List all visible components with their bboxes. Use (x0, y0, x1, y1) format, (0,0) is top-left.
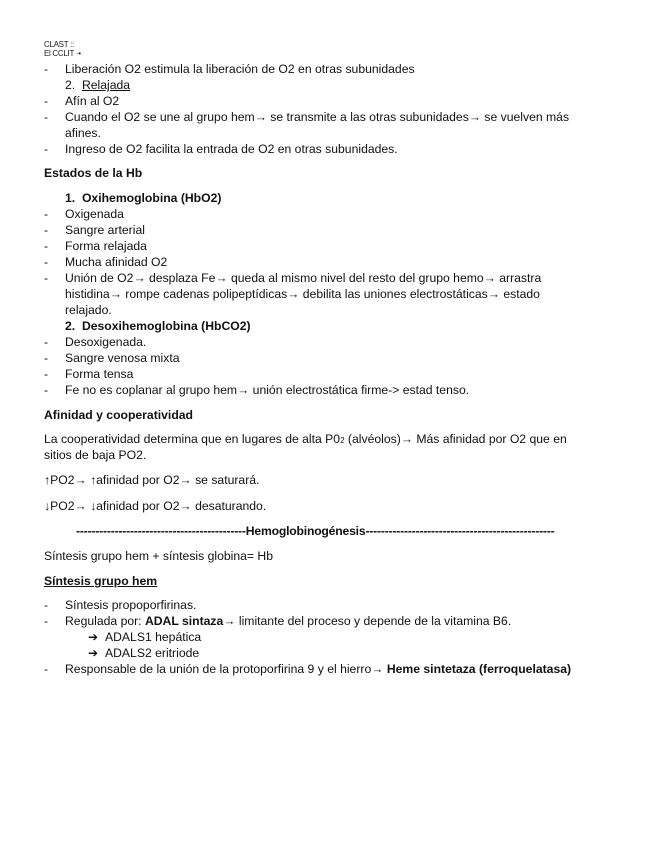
bullet-dash: - (44, 598, 49, 612)
text-span: La cooperatividad determina que en lugares de alta P0 (44, 432, 341, 446)
relajada-title: Relajada (81, 78, 131, 92)
bullet-dash: - (44, 207, 49, 221)
text-span: PO2 (50, 499, 75, 513)
text-span: ADALS1 hepática (105, 630, 202, 644)
text-span: queda al mismo nivel del resto del grupo hemo (227, 271, 484, 285)
list-item: Forma tensa (65, 367, 134, 381)
arrow-icon: → (483, 271, 496, 285)
header-line-1: CLAST :: (44, 40, 74, 49)
text-span: se saturará. (191, 473, 260, 487)
up-arrow-icon: ↑ (44, 473, 51, 487)
text-span: afinidad por O2 (96, 499, 180, 513)
bullet-dash: - (44, 110, 49, 124)
hemoglobinogenesis-title: Hemoglobinogénesis (245, 524, 366, 538)
page-header-stamp (44, 40, 81, 58)
union-line-3: relajado. (65, 303, 112, 317)
text-span: arrastra (495, 271, 542, 285)
bullet-dash: - (44, 271, 49, 285)
list-item: Síntesis propoporfirinas. (65, 598, 197, 612)
arrow-icon: → (468, 110, 481, 124)
bold-arrow-icon: ➔ (88, 630, 99, 644)
heading-number: 2. (65, 319, 76, 333)
divider-dashes: -------------------------------------------- (76, 524, 246, 538)
sub-list-item (88, 630, 201, 644)
heading-number: 1. (65, 191, 76, 205)
list-item: Oxigenada (65, 207, 124, 221)
heading-title: Desoxihemoglobina (HbCO2) (81, 319, 251, 333)
heading-title: Oxihemoglobina (HbO2) (81, 191, 222, 205)
bullet-dash: - (44, 383, 49, 397)
section-heading-estados: Estados de la Hb (44, 166, 143, 180)
text-span: estado (499, 287, 540, 301)
union-line-2 (65, 287, 540, 301)
text-span: Más afinidad por O2 que en (412, 432, 567, 446)
relajada-heading (65, 78, 130, 92)
arrow-icon: → (371, 662, 384, 676)
arrow-icon: → (109, 287, 122, 301)
text-span: Unión de O2 (65, 271, 134, 285)
subscript: 2 (340, 436, 345, 445)
intro-line-3 (65, 110, 569, 124)
arrow-icon: → (287, 287, 300, 301)
down-arrow-icon: ↓ (90, 499, 97, 513)
bullet-dash: - (44, 239, 49, 253)
bullet-dash: - (44, 223, 49, 237)
text-span: (alvéolos) (344, 432, 401, 446)
arrow-icon: → (254, 110, 267, 124)
text-span: se transmite a las otras subunidades (266, 110, 469, 124)
text-span: Cuando el O2 se une al grupo hem (65, 110, 255, 124)
text-span: histidina (65, 287, 110, 301)
desoxihemoglobina-heading (65, 319, 251, 333)
intro-line-1: Liberación O2 estimula la liberación de O2 en otras subunidades (65, 62, 415, 76)
divider-dashes: ------------------------------------------------- (365, 524, 555, 538)
bullet-dash: - (44, 367, 49, 381)
list-item: Desoxigenada. (65, 335, 147, 349)
arrow-icon: → (400, 432, 413, 446)
list-item: Forma relajada (65, 239, 147, 253)
sub-list-item (88, 646, 199, 660)
oxihemoglobina-heading (65, 191, 221, 205)
bullet-dash: - (44, 94, 49, 108)
section-heading-afinidad: Afinidad y cooperatividad (44, 408, 193, 422)
intro-line-2: Afín al O2 (65, 94, 120, 108)
up-arrow-icon: ↑ (90, 473, 97, 487)
arrow-icon: → (74, 499, 87, 513)
text-span: ADALS2 eritriode (105, 646, 200, 660)
section-heading-sintesis: Síntesis grupo hem (44, 574, 158, 588)
text-span: se vuelven más (480, 110, 570, 124)
afinidad-up-line (44, 473, 259, 487)
arrow-icon: → (179, 499, 192, 513)
arrow-icon: → (487, 287, 500, 301)
text-span: Responsable de la unión de la protoporfirina 9 y el hierro (65, 662, 372, 676)
arrow-icon: → (237, 383, 250, 397)
header-line-2: El CCLIT ·• (44, 49, 81, 58)
arrow-icon: → (179, 473, 192, 487)
text-span: Fe no es coplanar al grupo hem (65, 383, 238, 397)
list-item (65, 383, 469, 397)
arrow-icon: → (133, 271, 146, 285)
text-span-bold: Heme sintetaza (ferroquelatasa) (386, 662, 572, 676)
bullet-dash: - (44, 351, 49, 365)
afinidad-paragraph-line-1 (44, 432, 567, 448)
sintesis-summary: Síntesis grupo hem + síntesis globina= Hb (44, 549, 273, 563)
text-span: afinidad por O2 (96, 473, 180, 487)
bullet-dash: - (44, 255, 49, 269)
afinidad-down-line (44, 499, 266, 513)
text-span: desaturando. (191, 499, 267, 513)
list-item: Mucha afinidad O2 (65, 255, 168, 269)
text-span-bold: ADAL sintaza (144, 614, 224, 628)
list-item: Sangre venosa mixta (65, 351, 180, 365)
intro-line-3-cont: afines. (65, 126, 101, 140)
bold-arrow-icon: ➔ (88, 646, 99, 660)
bullet-dash: - (44, 62, 49, 76)
text-span: rompe cadenas polipeptídicas (121, 287, 288, 301)
arrow-icon: → (74, 473, 87, 487)
hemoglobinogenesis-divider (76, 524, 555, 538)
intro-line-4: Ingreso de O2 facilita la entrada de O2 en otras subunidades. (65, 142, 398, 156)
bullet-dash: - (44, 614, 49, 628)
list-item (65, 662, 571, 676)
bullet-dash: - (44, 142, 49, 156)
text-span: unión electrostática firme-> estad tenso. (249, 383, 470, 397)
arrow-icon: → (215, 271, 228, 285)
text-span: limitante del proceso y depende de la vitamina B6. (235, 614, 512, 628)
text-span: debilita las uniones electrostáticas (299, 287, 488, 301)
text-span: desplaza Fe (145, 271, 216, 285)
union-line-1 (65, 271, 541, 285)
bullet-dash: - (44, 335, 49, 349)
down-arrow-icon: ↓ (44, 499, 51, 513)
arrow-icon: → (223, 614, 236, 628)
afinidad-paragraph-line-2: sitios de baja PO2. (44, 448, 147, 462)
list-item (65, 614, 511, 628)
relajada-number: 2. (65, 78, 76, 92)
text-span: Regulada por: (65, 614, 145, 628)
bullet-dash: - (44, 662, 49, 676)
list-item: Sangre arterial (65, 223, 145, 237)
text-span: PO2 (50, 473, 75, 487)
